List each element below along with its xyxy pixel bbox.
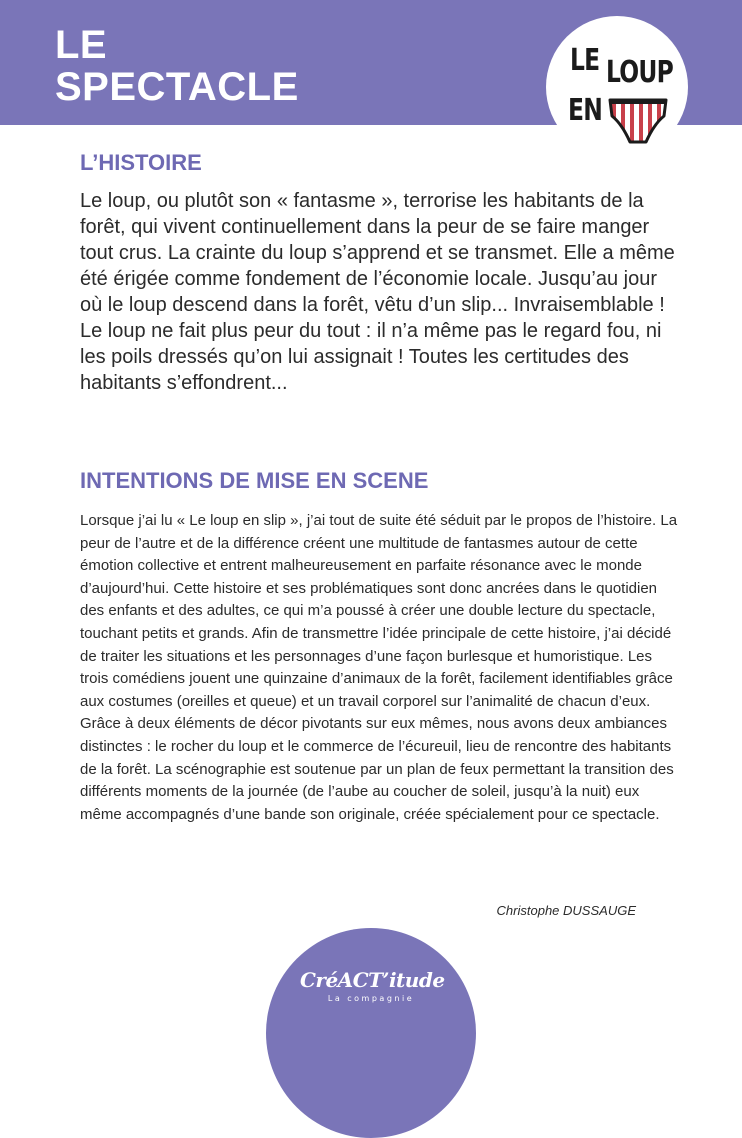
company-tagline: La compagnie — [327, 994, 415, 1003]
author-signature: Christophe DUSSAUGE — [496, 903, 636, 918]
striped-underpants-icon — [606, 96, 670, 146]
histoire-text: Le loup, ou plutôt son « fantasme », terrorise les habitants de la forêt, qui vivent continuellement dans la peur de se faire manger tout crus. La crainte du loup s’apprend et se transmet. Elle a même été érigée comme fondement de l’économie locale. Jusqu’au jour où le loup descend dans la forêt, vêtu d’un slip... Invraisemblable ! Le loup ne fait plus peur du tout : il n’a même pas le regard fou, ni les poils dressés qu’on lui assignait ! Toutes les certitudes des habitants s’effondrent... — [80, 190, 675, 394]
company-logo: CréACT’itude — [300, 968, 445, 992]
logo-word-le: LE — [570, 43, 600, 78]
histoire-title: L’HISTOIRE — [80, 150, 202, 175]
footer-circle — [266, 928, 476, 1138]
page-title-line-1: LE — [55, 23, 108, 67]
page-title-line-2: SPECTACLE — [55, 65, 299, 109]
intentions-title: INTENTIONS DE MISE EN SCENE — [80, 468, 429, 493]
logo-word-en: EN — [568, 93, 603, 128]
logo-word-loup: LOUP — [606, 55, 674, 90]
page-title — [55, 24, 299, 108]
show-logo — [546, 16, 688, 158]
intentions-text: Lorsque j’ai lu « Le loup en slip », j’ai tout de suite été séduit par le propos de l’histoire. La peur de l’autre et de la différence créent une multitude de fantasmes autour de cette émotion collective et entrent malheureusement en parfaite résonance avec le monde d’aujourd’hui. Cette histoire et ses problématiques sont donc ancrées dans le quotidien des enfants et des adultes, ce qui m’a poussé à créer une double lecture du spectacle, touchant petits et grands. Afin de transmettre l’idée principale de cette histoire, j’ai décidé de traiter les situations et les personnages d’une façon burlesque et humoristique. Les trois comédiens jouent une quinzaine d’animaux de la forêt, facilement identifiables grâce aux costumes (oreilles et queue) et un travail corporel sur l’animalité de chacun d’eux. Grâce à deux éléments de décor pivotants sur eux mêmes, nous avons deux ambiances distinctes : le rocher du loup et le commerce de l’écureuil, lieu de rencontre des habitants de la forêt. La scénographie est soutenue par un plan de feux permettant la transition des différents moments de la journée (de l’aube au coucher de soleil, jusqu’à la nuit) eux même accompagnés d’une bande son originale, créée spécialement pour ce spectacle. — [80, 512, 678, 823]
